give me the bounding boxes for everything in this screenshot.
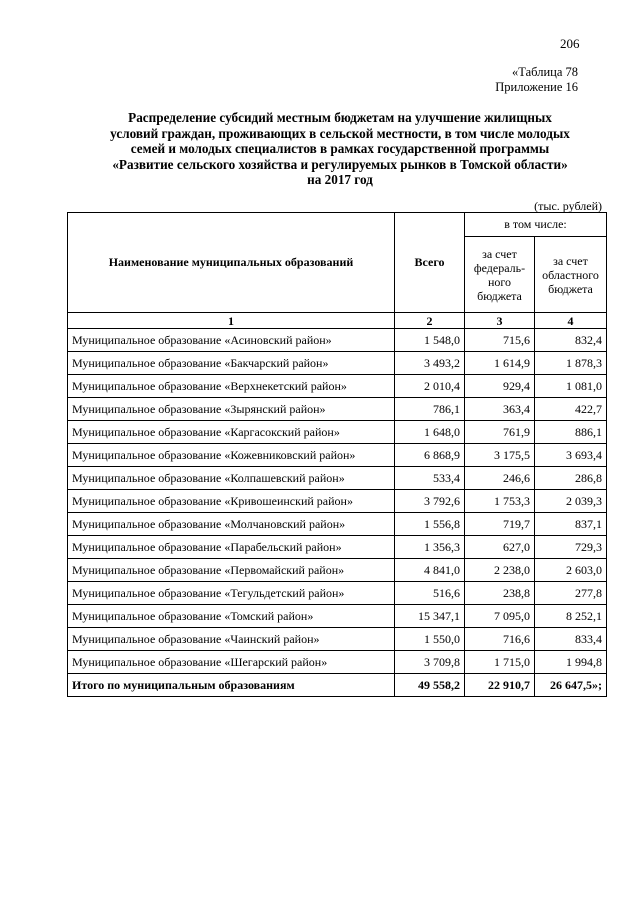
column-number: 1 [68,313,395,329]
total-cell: 3 493,2 [395,352,465,375]
regional-cell: 833,4 [535,628,607,651]
municipality-name: Муниципальное образование «Асиновский район» [68,329,395,352]
federal-cell: 246,6 [465,467,535,490]
table-row [68,651,607,674]
municipality-name: Муниципальное образование «Первомайский район» [68,559,395,582]
total-cell: 6 868,9 [395,444,465,467]
municipality-name: Муниципальное образование «Чаинский район» [68,628,395,651]
regional-cell: 3 693,4 [535,444,607,467]
total-row [68,674,607,697]
regional-cell: 277,8 [535,582,607,605]
federal-cell: 929,4 [465,375,535,398]
units-label: (тыс. рублей) [534,199,602,213]
appendix-label: Приложение 16 [495,80,578,94]
regional-cell: 832,4 [535,329,607,352]
page-number: 206 [560,36,580,51]
header-federal: за счет федераль-ного бюджета [465,237,535,313]
total-cell: 786,1 [395,398,465,421]
table-row [68,398,607,421]
federal-cell: 363,4 [465,398,535,421]
table-row [68,352,607,375]
column-number: 3 [465,313,535,329]
federal-cell: 716,6 [465,628,535,651]
column-number: 2 [395,313,465,329]
table-row [68,628,607,651]
table-row [68,605,607,628]
total-federal: 22 910,7 [465,674,535,697]
municipality-name: Муниципальное образование «Парабельский район» [68,536,395,559]
title-line: условий граждан, проживающих в сельской местности, в том числе молодых [110,125,570,141]
table-row [68,375,607,398]
title-line: на 2017 год [307,172,373,188]
municipality-name: Муниципальное образование «Верхнекетский район» [68,375,395,398]
header-name: Наименование муниципальных образований [68,213,395,313]
table-row [68,513,607,536]
column-number: 4 [535,313,607,329]
federal-cell: 238,8 [465,582,535,605]
header-regional: за счет областного бюджета [535,237,607,313]
total-cell: 1 556,8 [395,513,465,536]
federal-cell: 715,6 [465,329,535,352]
municipality-name: Муниципальное образование «Томский район» [68,605,395,628]
regional-cell: 886,1 [535,421,607,444]
federal-cell: 761,9 [465,421,535,444]
total-regional: 26 647,5»; [535,674,607,697]
federal-cell: 1 614,9 [465,352,535,375]
federal-cell: 3 175,5 [465,444,535,467]
total-cell: 1 550,0 [395,628,465,651]
total-cell: 1 648,0 [395,421,465,444]
regional-cell: 2 603,0 [535,559,607,582]
municipality-name: Муниципальное образование «Кривошеинский район» [68,490,395,513]
total-cell: 1 548,0 [395,329,465,352]
title-line: семей и молодых специалистов в рамках государственной программы [130,141,550,157]
table-row [68,559,607,582]
total-cell: 3 709,8 [395,651,465,674]
header-total: Всего [395,213,465,313]
total-label: Итого по муниципальным образованиям [68,674,395,697]
municipality-name: Муниципальное образование «Колпашевский район» [68,467,395,490]
title-line: «Развитие сельского хозяйства и регулируемых рынков в Томской области» [112,156,568,172]
regional-cell: 1 994,8 [535,651,607,674]
table-row [68,490,607,513]
federal-cell: 719,7 [465,513,535,536]
document-title [70,110,610,188]
regional-cell: 837,1 [535,513,607,536]
total-cell: 2 010,4 [395,375,465,398]
federal-cell: 2 238,0 [465,559,535,582]
federal-cell: 1 753,3 [465,490,535,513]
total-sum: 49 558,2 [395,674,465,697]
federal-cell: 7 095,0 [465,605,535,628]
regional-cell: 8 252,1 [535,605,607,628]
municipality-name: Муниципальное образование «Зырянский район» [68,398,395,421]
federal-cell: 1 715,0 [465,651,535,674]
federal-cell: 627,0 [465,536,535,559]
header-including: в том числе: [465,213,607,237]
table-row [68,421,607,444]
table-row [68,582,607,605]
total-cell: 533,4 [395,467,465,490]
municipality-name: Муниципальное образование «Тегульдетский район» [68,582,395,605]
title-line: Распределение субсидий местным бюджетам на улучшение жилищных [128,110,552,125]
total-cell: 15 347,1 [395,605,465,628]
subsidy-table [67,212,607,697]
table-row [68,329,607,352]
municipality-name: Муниципальное образование «Бакчарский район» [68,352,395,375]
table-row [68,467,607,490]
table-row [68,444,607,467]
municipality-name: Муниципальное образование «Молчановский район» [68,513,395,536]
regional-cell: 2 039,3 [535,490,607,513]
regional-cell: 729,3 [535,536,607,559]
total-cell: 4 841,0 [395,559,465,582]
total-cell: 516,6 [395,582,465,605]
municipality-name: Муниципальное образование «Каргасокский район» [68,421,395,444]
regional-cell: 1 878,3 [535,352,607,375]
regional-cell: 1 081,0 [535,375,607,398]
regional-cell: 422,7 [535,398,607,421]
total-cell: 1 356,3 [395,536,465,559]
total-cell: 3 792,6 [395,490,465,513]
table-reference [495,65,578,95]
table-label: «Таблица 78 [512,65,578,79]
municipality-name: Муниципальное образование «Шегарский район» [68,651,395,674]
municipality-name: Муниципальное образование «Кожевниковский район» [68,444,395,467]
regional-cell: 286,8 [535,467,607,490]
table-row [68,536,607,559]
